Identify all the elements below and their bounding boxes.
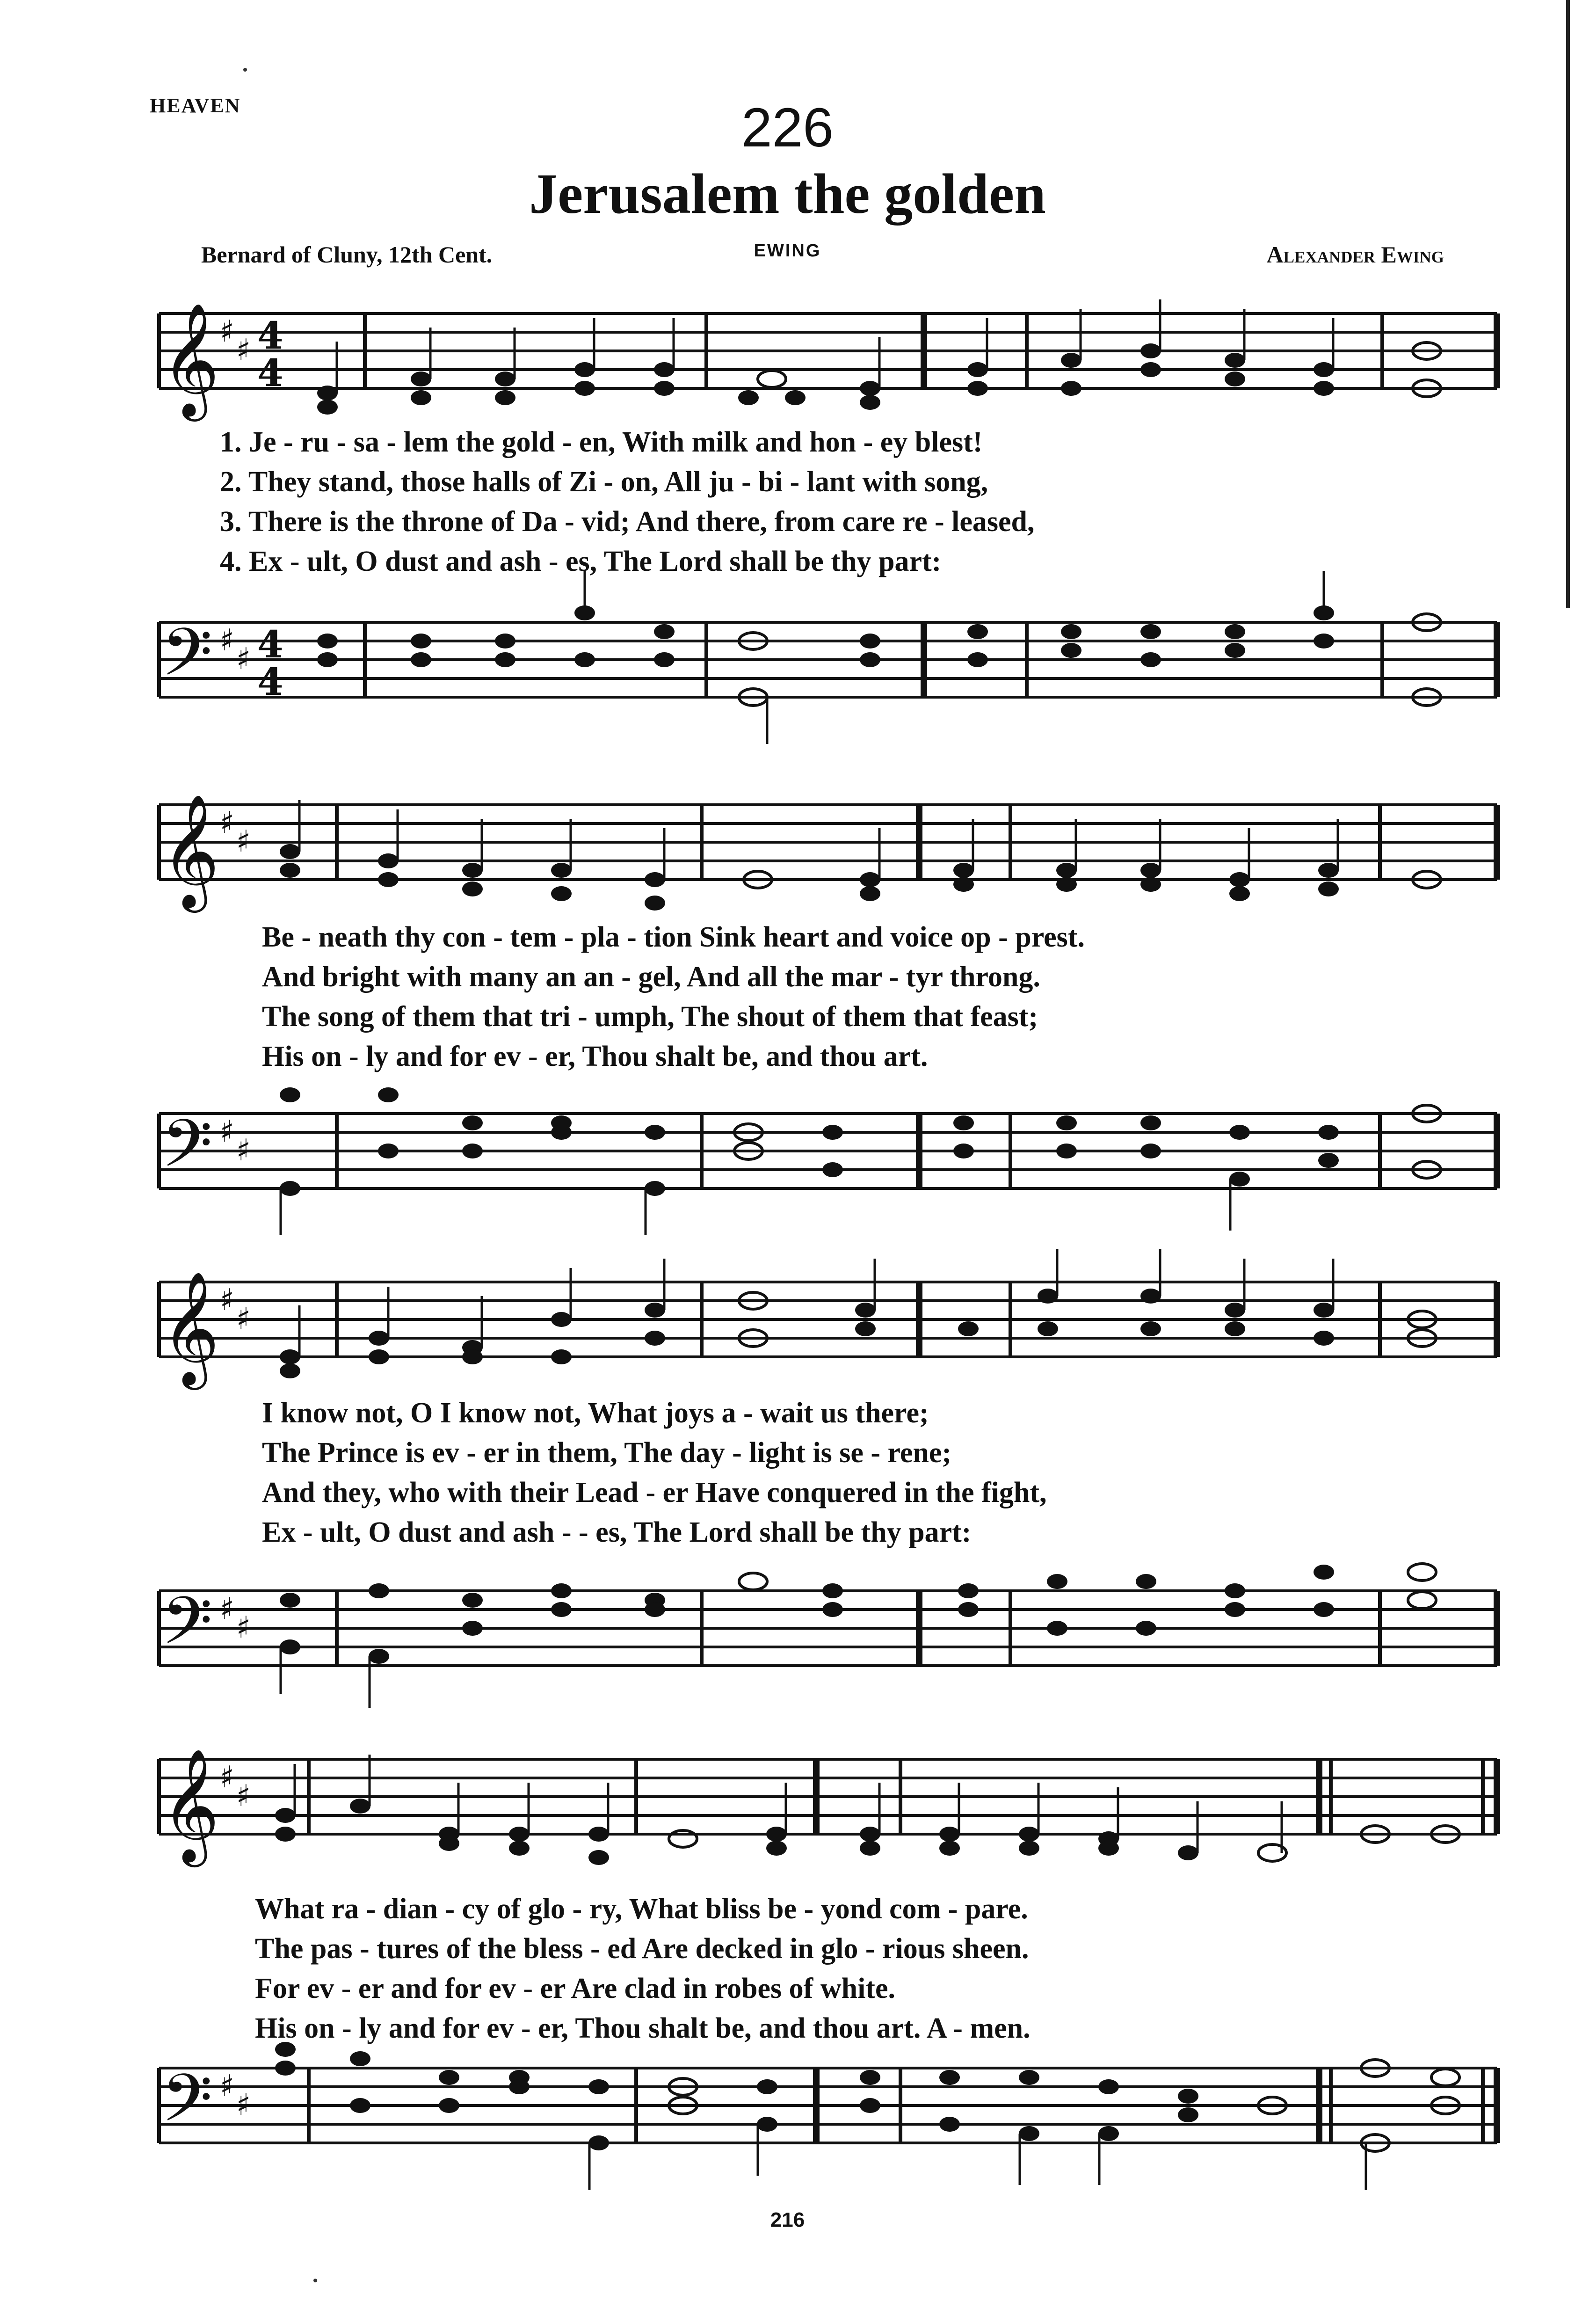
svg-text:𝄢: 𝄢	[161, 2060, 213, 2153]
svg-text:♯: ♯	[236, 2087, 251, 2122]
svg-text:♯: ♯	[220, 314, 234, 349]
tune-name: EWING	[754, 241, 821, 261]
svg-text:𝄞: 𝄞	[161, 1748, 220, 1862]
music-credit: Alexander Ewing	[1266, 241, 1444, 268]
page-number: 216	[770, 2208, 805, 2231]
lyric-verse-2: The pas - tures of the bless - ed Are decked in glo - rious sheen.	[255, 1933, 1029, 1965]
svg-text:𝄞: 𝄞	[161, 1270, 220, 1385]
lyric-verse-1: Be - neath thy con - tem - pla - tion Sink heart and voice op - prest.	[262, 921, 1085, 953]
svg-text:♯: ♯	[236, 1133, 251, 1168]
svg-text:♯: ♯	[220, 805, 234, 840]
section-label: HEAVEN	[150, 94, 241, 117]
print-speck	[313, 2279, 317, 2282]
lyric-verse-3: The song of them that tri - umph, The shout of them that feast;	[262, 1001, 1038, 1033]
svg-text:4: 4	[257, 660, 283, 704]
lyric-verse-4: Ex - ult, O dust and ash - - es, The Lord shall be thy part:	[262, 1516, 972, 1548]
lyric-verse-1: 1. Je - ru - sa - lem the gold - en, With milk and hon - ey blest!	[220, 426, 983, 458]
svg-text:♯: ♯	[236, 333, 251, 368]
svg-text:♯: ♯	[220, 1282, 234, 1318]
lyric-verse-3: 3. There is the throne of Da - vid; And there, from care re - leased,	[220, 506, 1035, 538]
svg-text:♯: ♯	[236, 824, 251, 859]
svg-text:𝄞: 𝄞	[161, 302, 220, 416]
lyric-verse-3: And they, who with their Lead - er Have conquered in the fight,	[262, 1477, 1047, 1508]
svg-text:𝄞: 𝄞	[161, 793, 220, 908]
lyric-verse-2: The Prince is ev - er in them, The day - light is se - rene;	[262, 1437, 952, 1469]
lyric-verse-1: I know not, O I know not, What joys a - wait us there;	[262, 1397, 929, 1429]
svg-text:𝄢: 𝄢	[161, 1583, 213, 1676]
svg-text:♯: ♯	[236, 641, 251, 677]
lyric-verse-2: And bright with many an an - gel, And all the mar - tyr throng.	[262, 961, 1040, 993]
lyric-verse-4: His on - ly and for ev - er, Thou shalt be, and thou art.	[262, 1041, 928, 1072]
lyric-verse-1: What ra - dian - cy of glo - ry, What bliss be - yond com - pare.	[255, 1893, 1028, 1925]
svg-text:♯: ♯	[220, 1760, 234, 1795]
svg-text:♯: ♯	[236, 1610, 251, 1645]
lyric-verse-3: For ev - er and for ev - er Are clad in robes of white.	[255, 1973, 895, 2004]
hymn-number: 226	[741, 97, 834, 159]
svg-text:♯: ♯	[236, 1301, 251, 1336]
svg-text:4: 4	[257, 313, 283, 357]
svg-text:♯: ♯	[236, 1778, 251, 1814]
print-speck	[243, 68, 247, 72]
svg-text:♯: ♯	[220, 2069, 234, 2104]
lyric-verse-4: 4. Ex - ult, O dust and ash - es, The Lord shall be thy part:	[220, 546, 942, 577]
hymn-title: Jerusalem the golden	[529, 162, 1046, 226]
svg-text:♯: ♯	[220, 1114, 234, 1149]
svg-text:4: 4	[257, 622, 283, 666]
lyric-verse-2: 2. They stand, those halls of Zi - on, All ju - bi - lant with song,	[220, 466, 988, 498]
svg-text:♯: ♯	[220, 1591, 234, 1626]
svg-text:4: 4	[257, 351, 283, 395]
svg-text:♯: ♯	[220, 623, 234, 658]
words-credit: Bernard of Cluny, 12th Cent.	[201, 241, 493, 268]
svg-text:𝄢: 𝄢	[161, 614, 213, 707]
lyric-verse-4: His on - ly and for ev - er, Thou shalt be, and thou art. A - men.	[255, 2012, 1031, 2044]
svg-text:𝄢: 𝄢	[161, 1106, 213, 1198]
